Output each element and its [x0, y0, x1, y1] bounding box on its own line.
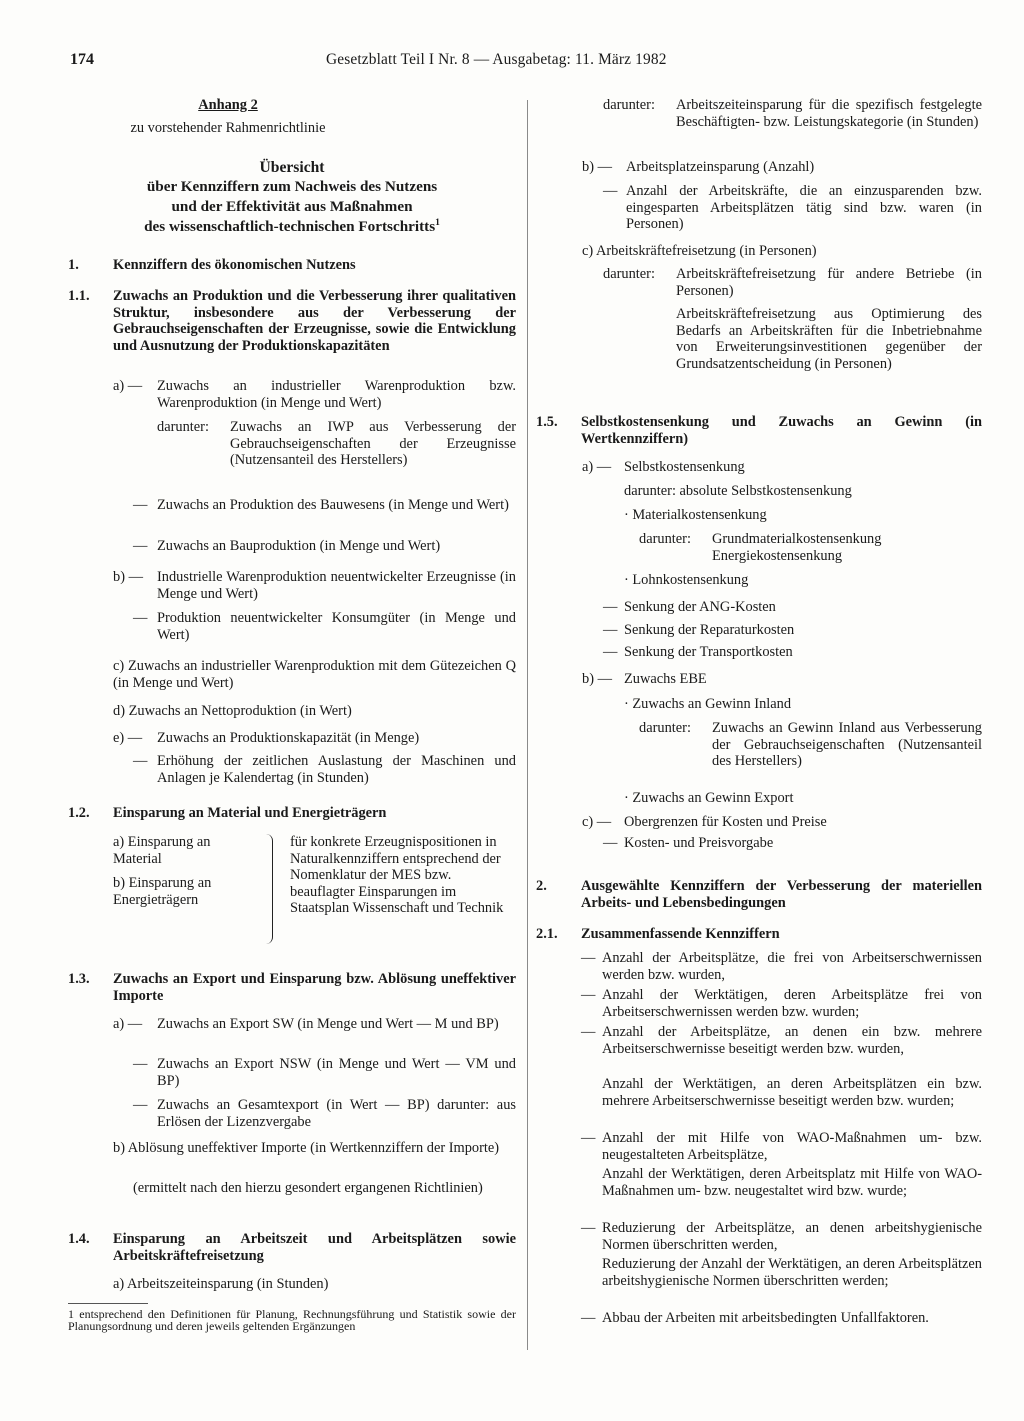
item-text: Produktion neuentwickelter Konsumgüter (in Menge und Wert) — [157, 610, 516, 643]
darunter-label: darunter: — [603, 97, 655, 113]
item-text: Zuwachs an IWP aus Verbesserung der Gebrauchseigenschaften der Erzeugnisse (Nutzensanteil des Herstellers) — [230, 419, 516, 469]
dash-marker: — — [581, 1130, 596, 1146]
item-marker: c) — — [582, 814, 612, 830]
item-text: Zuwachs an industrieller Warenproduktion bzw. Warenproduktion (in Menge und Wert) — [157, 378, 516, 411]
item-text: Zuwachs an Export SW (in Menge und Wert — M und BP) — [157, 1016, 499, 1032]
darunter-label: darunter: — [157, 419, 209, 435]
bullet-item: · Materialkostensenkung — [624, 507, 767, 523]
list-item: Anzahl der Werktätigen, deren Arbeitsplätze frei von Arbeitserschwernissen werden bzw. wurden; — [602, 987, 982, 1020]
item-text: Zuwachs EBE — [624, 671, 707, 687]
darunter-label: darunter: — [603, 266, 655, 282]
item-marker: b) — — [582, 671, 612, 687]
footnote-marker: 1 — [435, 217, 440, 228]
page-header — [0, 52, 1024, 72]
item-text: a) Arbeitszeiteinsparung (in Stunden) — [113, 1276, 329, 1292]
item-text: Zuwachs an Bauproduktion (in Menge und Wert) — [157, 538, 441, 554]
list-item: Reduzierung der Arbeitsplätze, an denen arbeitshygienische Normen überschritten werden, — [602, 1220, 982, 1253]
document-title-line: und der Effektivität aus Maßnahmen — [171, 198, 413, 215]
title-text: des wissenschaftlich-technischen Fortschritts — [144, 218, 436, 235]
section-number: 1.3. — [68, 971, 90, 987]
item-text: Senkung der Transportkosten — [624, 644, 793, 660]
section-title: Einsparung an Arbeitszeit und Arbeitsplätzen sowie Arbeitskräftefreisetzung — [113, 1231, 516, 1264]
item-text: Arbeitskräftefreisetzung aus Optimierung des Bedarfs an Arbeitskräften für die Inbetriebnahme von Erweiterungsinvestitionen gegenüber der Grundsatzentscheidung (in Personen) — [676, 306, 982, 372]
section-number: 1.5. — [536, 414, 558, 430]
item-text: Anzahl der Arbeitskräfte, die an einzusparenden bzw. eingesparten Arbeitsplätzen tätig sind bzw. waren (in Personen) — [626, 183, 982, 233]
document-title-line: über Kennziffern zum Nachweis des Nutzens — [146, 178, 438, 195]
dash-marker: — — [581, 987, 596, 1003]
list-item: Abbau der Arbeiten mit arbeitsbedingten Unfallfaktoren. — [602, 1310, 929, 1326]
item-text: Grundmaterialkostensenkung — [712, 531, 882, 547]
dash-marker: — — [603, 599, 618, 615]
document-title: Übersicht — [259, 159, 325, 176]
list-item: Anzahl der mit Hilfe von WAO-Maßnahmen um- bzw. neugestalteten Arbeitsplätze, — [602, 1130, 982, 1163]
dash-marker: — — [603, 835, 618, 851]
page-number: 174 — [70, 51, 94, 68]
item-marker: b) — — [113, 569, 143, 585]
item-text: darunter: absolute Selbstkostensenkung — [624, 483, 852, 499]
dash-marker: — — [133, 497, 148, 513]
column-divider — [527, 100, 528, 1350]
item-text: b) Einsparung an Energieträgern — [113, 875, 212, 908]
item-text: Erhöhung der zeitlichen Auslastung der Maschinen und Anlagen je Kalendertag (in Stunden) — [157, 753, 516, 786]
item-text: Arbeitszeiteinsparung für die spezifisch festgelegte Beschäftigten- bzw. Leistungskategorie (in Stunden) — [676, 97, 982, 130]
footnote-rule — [68, 1303, 148, 1304]
item-note: (ermittelt nach den hierzu gesondert ergangenen Richtlinien) — [133, 1180, 483, 1196]
item-marker: a) — — [582, 459, 612, 475]
anhang-label: Anhang 2 — [198, 97, 258, 113]
bullet-item: · Zuwachs an Gewinn Export — [624, 790, 794, 806]
section-number: 1. — [68, 257, 79, 273]
anhang-subtitle: zu vorstehender Rahmenrichtlinie — [130, 120, 326, 136]
item-text: Industrielle Warenproduktion neuentwickelter Erzeugnisse (in Menge und Wert) — [157, 569, 516, 602]
section-title: Zusammenfassende Kennziffern — [581, 926, 780, 942]
item-text: a) Einsparung an Material — [113, 834, 211, 867]
list-item: Anzahl der Arbeitsplätze, die frei von Arbeitserschwernissen werden bzw. wurden, — [602, 950, 982, 983]
list-item: Anzahl der Werktätigen, deren Arbeitsplatz mit Hilfe von WAO-Maßnahmen um- bzw. neugestaltet wird bzw. wurde; — [602, 1166, 982, 1199]
item-text: Arbeitskräftefreisetzung für andere Betriebe (in Personen) — [676, 266, 982, 299]
item-text: Zuwachs an Produktionskapazität (in Menge) — [157, 730, 420, 746]
item-marker: b) — — [582, 159, 612, 175]
item-text: Kosten- und Preisvorgabe — [624, 835, 774, 851]
dash-marker: — — [603, 644, 618, 660]
section-number: 2. — [536, 878, 547, 894]
item-marker: a) — — [113, 1016, 143, 1032]
item-text: Arbeitsplatzeinsparung (Anzahl) — [626, 159, 815, 175]
item-text: Senkung der ANG-Kosten — [624, 599, 776, 615]
item-text: c) Arbeitskräftefreisetzung (in Personen) — [582, 243, 817, 259]
dash-marker: — — [133, 753, 148, 769]
section-title: Selbstkostensenkung und Zuwachs an Gewinn (in Wertkennziffern) — [581, 414, 982, 447]
section-number: 1.2. — [68, 805, 90, 821]
darunter-label: darunter: — [639, 720, 691, 736]
document-title-line — [68, 219, 516, 238]
dash-marker: — — [581, 1024, 596, 1040]
curly-brace — [266, 834, 273, 944]
item-text: Energiekostensenkung — [712, 548, 843, 564]
section-title: Zuwachs an Export und Einsparung bzw. Ablösung uneffektiver Importe — [113, 971, 516, 1004]
gazette-header-title: Gesetzblatt Teil I Nr. 8 — Ausgabetag: 11. März 1982 — [326, 51, 667, 68]
section-number: 2.1. — [536, 926, 558, 942]
darunter-label: darunter: — [639, 531, 691, 547]
item-marker: e) — — [113, 730, 143, 746]
dash-marker: — — [581, 1310, 596, 1326]
section-number: 1.1. — [68, 288, 90, 304]
section-title: Ausgewählte Kennziffern der Verbesserung der materiellen Arbeits- und Lebensbedingungen — [581, 878, 982, 911]
bullet-item: · Zuwachs an Gewinn Inland — [624, 696, 792, 712]
item-text: Obergrenzen für Kosten und Preise — [624, 814, 827, 830]
item-text: Zuwachs an Gewinn Inland aus Verbesserung der Gebrauchseigenschaften (Nutzensanteil des Herstellers) — [712, 720, 982, 770]
item-text: d) Zuwachs an Nettoproduktion (in Wert) — [113, 703, 352, 719]
brace-explanation: für konkrete Erzeugnispositionen in Naturalkennziffern entsprechend der Nomenklatur der MES bzw. beauflagter Einsparungen im Staatsplan Wissenschaft und Technik — [290, 834, 504, 917]
footnote: 1 entsprechend den Definitionen für Planung, Rechnungsführung und Statistik sowie der Planungsordnung und deren jeweils geltenden Ergänzungen — [68, 1307, 516, 1334]
dash-marker: — — [603, 183, 618, 199]
dash-marker: — — [603, 622, 618, 638]
item-text: Senkung der Reparaturkosten — [624, 622, 795, 638]
list-item: Reduzierung der Anzahl der Werktätigen, an deren Arbeitsplätzen arbeitshygienische Normen überschritten werden; — [602, 1256, 982, 1289]
section-title: Kennziffern des ökonomischen Nutzens — [113, 257, 356, 273]
dash-marker: — — [133, 1056, 148, 1072]
section-title: Zuwachs an Produktion und die Verbesserung ihrer qualitativen Struktur, insbesondere aus der Verbesserung der Gebrauchseigenschaften der Erzeugnisse, sowie die Entwicklung und Ausnutzung der Produktionskapazitäten — [113, 288, 516, 354]
item-text: b) Ablösung uneffektiver Importe (in Wertkennziffern der Importe) — [113, 1140, 500, 1156]
list-item: Anzahl der Arbeitsplätze, an denen ein bzw. mehrere Arbeitserschwernisse beseitigt werden bzw. wurden, — [602, 1024, 982, 1057]
bullet-item: · Lohnkostensenkung — [624, 572, 749, 588]
section-title: Einsparung an Material und Energieträgern — [113, 805, 387, 821]
item-text: Zuwachs an Produktion des Bauwesens (in Menge und Wert) — [157, 497, 509, 513]
dash-marker: — — [133, 610, 148, 626]
dash-marker: — — [133, 1097, 148, 1113]
item-text: c) Zuwachs an industrieller Warenproduktion mit dem Gütezeichen Q (in Menge und Wert) — [113, 658, 516, 691]
item-text: Selbstkostensenkung — [624, 459, 745, 475]
item-marker: a) — — [113, 378, 143, 394]
dash-marker: — — [581, 1220, 596, 1236]
item-text: Zuwachs an Gesamtexport (in Wert — BP) darunter: aus Erlösen der Lizenzvergabe — [157, 1097, 516, 1130]
dash-marker: — — [581, 950, 596, 966]
list-item: Anzahl der Werktätigen, an deren Arbeitsplätzen ein bzw. mehrere Arbeitserschwernisse beseitigt werden bzw. wurden; — [602, 1076, 982, 1109]
dash-marker: — — [133, 538, 148, 554]
item-text: Zuwachs an Export NSW (in Menge und Wert — VM und BP) — [157, 1056, 516, 1089]
section-number: 1.4. — [68, 1231, 90, 1247]
